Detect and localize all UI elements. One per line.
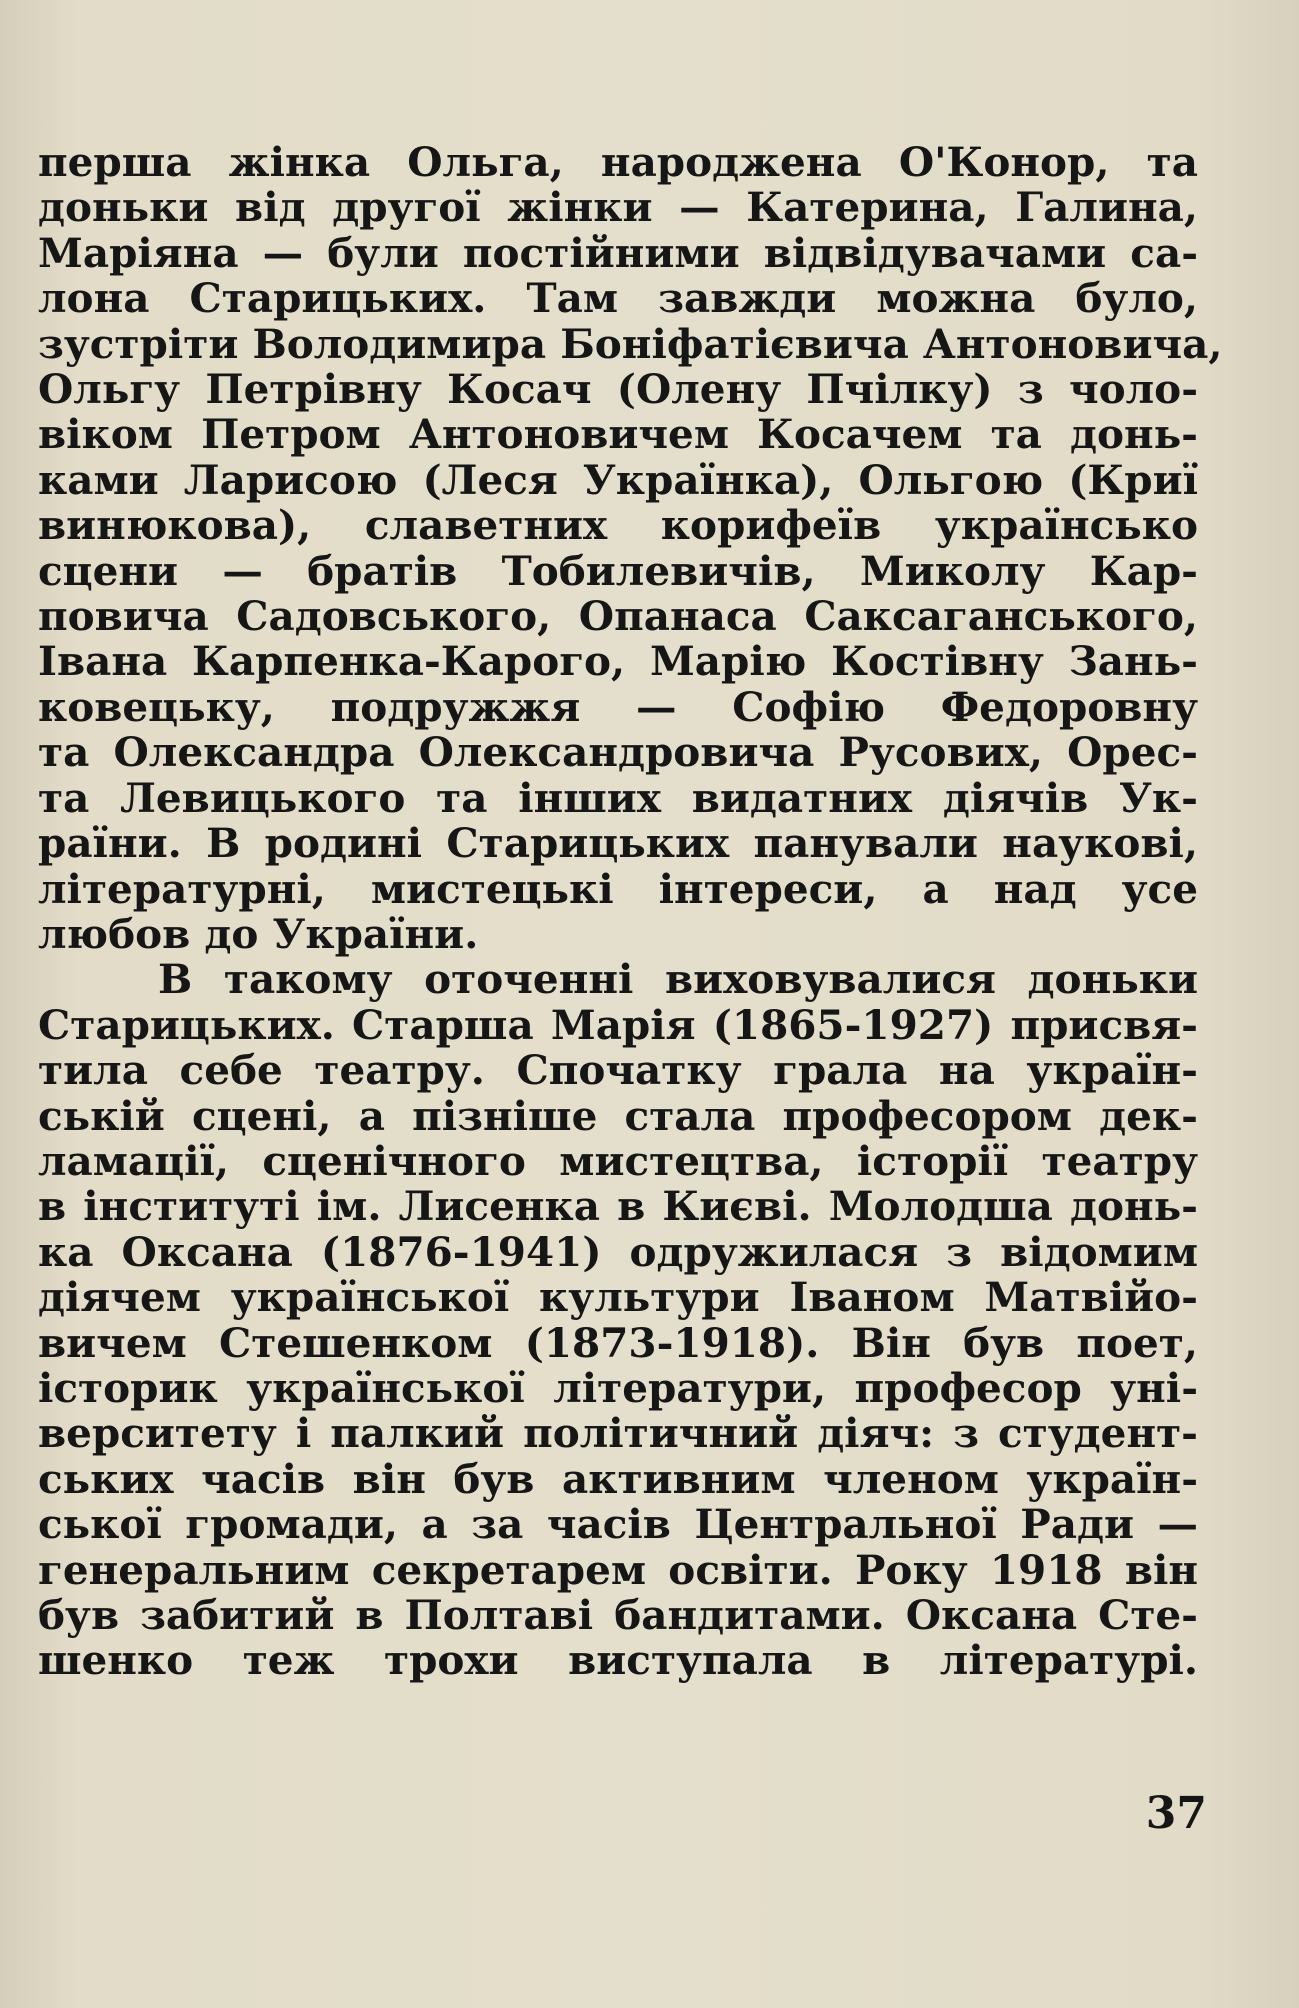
text-line-26: діячем української культури Іваном Матвійо- [38,1273,1198,1322]
text-line-29: верситету і палкий політичний діяч: з студент- [38,1409,1198,1458]
text-line-23: ламації, сценічного мистецтва, історії театру [38,1136,1198,1185]
text-line-30: ських часів він був активним членом україн- [38,1454,1198,1503]
text-line-31: ської громади, а за часів Центральної Ради — [38,1500,1198,1549]
text-line-33: був забитий в Полтаві бандитами. Оксана Сте- [38,1591,1198,1639]
text-line-6: Ольгу Петрівну Косач (Олену Пчілку) з чоло- [38,365,1198,414]
text-line-18: любов до України. [38,909,479,958]
text-line-25: ка Оксана (1876-1941) одружилася з відомим [38,1227,1198,1276]
page-number: 37 [1145,1788,1207,1839]
text-line-17: літературні, мистецькі інтереси, а над усе [38,864,1198,913]
text-line-12: Івана Карпенка-Карого, Марію Костівну Зань- [38,637,1198,686]
text-line-9: винюкова), славетних корифеїв українсько [38,501,1198,550]
text-line-20: Старицьких. Старша Марія (1865-1927) присвя- [38,1000,1198,1049]
text-line-2: доньки від другої жінки — Катерина, Галина, [38,183,1198,232]
text-line-19: В такому оточенні виховувалися доньки [158,955,1198,1004]
text-line-1: перша жінка Ольга, народжена О'Конор, та [38,138,1198,186]
text-line-7: віком Петром Антоновичем Косачем та донь- [38,410,1198,459]
text-line-34: шенко теж трохи виступала в літературі. [38,1636,1198,1685]
text-line-11: повича Садовського, Опанаса Саксаганського, [38,592,1198,641]
text-line-15: та Левицького та інших видатних діячів Ук- [38,773,1198,822]
text-line-4: лона Старицьких. Там завжди можна було, [38,274,1198,323]
body-text [38,138,1223,1685]
text-line-8: ками Ларисою (Леся Українка), Ольгою (Криї [38,455,1198,504]
text-line-22: ській сцені, а пізніше стала професором дек- [38,1091,1198,1140]
text-line-5: зустріти Володимира Боніфатієвича Антоновича, [38,319,1223,368]
text-line-16: раїни. В родині Старицьких панували наукові, [38,819,1198,868]
text-line-24: в інституті ім. Лисенка в Києві. Молодша донь- [38,1182,1198,1231]
text-line-13: ковецьку, подружжя — Софію Федоровну [38,682,1198,731]
text-line-3: Маріяна — були постійними відвідувачами са- [38,228,1198,277]
text-line-27: вичем Стешенком (1873-1918). Він був поет, [38,1318,1198,1367]
text-line-14: та Олександра Олександровича Русових, Орес- [38,728,1198,777]
text-line-10: сцени — братів Тобилевичів, Миколу Кар- [38,546,1198,595]
text-line-21: тила себе театру. Спочатку грала на україн- [38,1046,1198,1095]
text-line-32: генеральним секретарем освіти. Року 1918 він [38,1545,1198,1594]
text-line-28: історик української літератури, професор уні- [38,1363,1198,1412]
